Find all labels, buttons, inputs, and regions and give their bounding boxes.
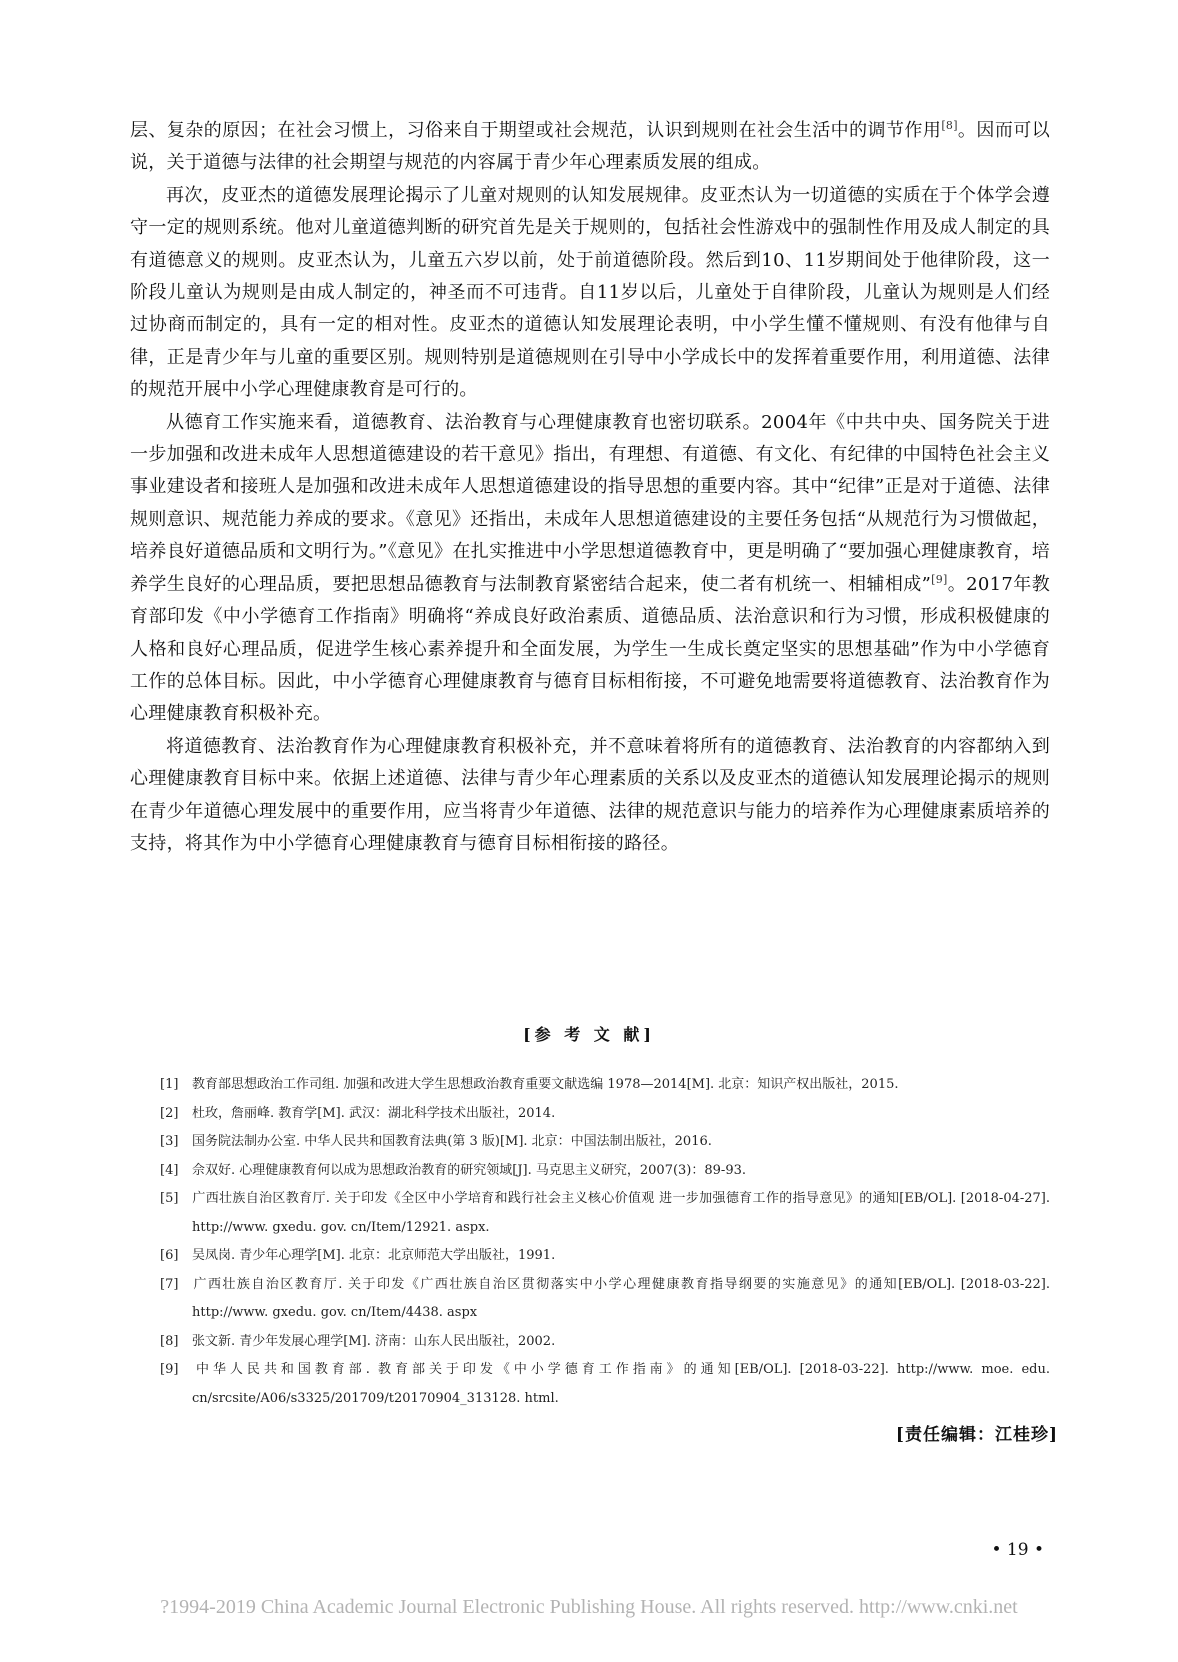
reference-item: [9] 中华人民共和国教育部. 教育部关于印发《中小学德育工作指南》的通知[EB/OL]. [2018-03-22]. http://www. moe. edu. cn/srcsite/A06/s3325/201709/t20170904_313128. html. (160, 1362, 1050, 1406)
reference-item: [4] 佘双好. 心理健康教育何以成为思想政治教育的研究领域[J]. 马克思主义研究，2007(3)：89-93. (160, 1162, 746, 1178)
reference-item: [8] 张文新. 青少年发展心理学[M]. 济南：山东人民出版社，2002. (160, 1333, 556, 1349)
paragraph-2: 再次，皮亚杰的道德发展理论揭示了儿童对规则的认知发展规律。皮亚杰认为一切道德的实质在于个体学会遵守一定的规则系统。他对儿童道德判断的研究首先是关于规则的，包括社会性游戏中的强制性作用及成人制定的具有道德意义的规则。皮亚杰认为，儿童五六岁以前，处于前道德阶段。然后到10、11岁期间处于他律阶段，这一阶段儿童认为规则是由成人制定的，神圣而不可违背。自11岁以后，儿童处于自律阶段，儿童认为规则是人们经过协商而制定的，具有一定的相对性。皮亚杰的道德认知发展理论表明，中小学生懂不懂规则、有没有他律与自律，正是青少年与儿童的重要区别。规则特别是道德规则在引导中小学成长中的发挥着重要作用，利用道德、法律的规范开展中小学心理健康教育是可行的。 (130, 184, 1050, 401)
paragraph-1: 层、复杂的原因；在社会习惯上，习俗来自于期望或社会规范，认识到规则在社会生活中的调节作用[8]。因而可以说，关于道德与法律的社会期望与规范的内容属于青少年心理素质发展的组成。 (130, 119, 1050, 174)
reference-item: [7] 广西壮族自治区教育厅. 关于印发《广西壮族自治区贯彻落实中小学心理健康教育指导纲要的实施意见》的通知[EB/OL]. [2018-03-22]. http://www. gxedu. gov. cn/Item/4438. aspx (160, 1276, 1050, 1320)
reference-item: [6] 吴凤岗. 青少年心理学[M]. 北京：北京师范大学出版社，1991. (160, 1248, 556, 1263)
reference-item: [3] 国务院法制办公室. 中华人民共和国教育法典(第 3 版)[M]. 北京：中国法制出版社，2016. (160, 1134, 712, 1149)
reference-item: [1] 教育部思想政治工作司组. 加强和改进大学生思想政治教育重要文献选编 1978—2014[M]. 北京：知识产权出版社，2015. (160, 1077, 899, 1092)
responsible-editor: [责任编辑：江桂珍] (895, 1425, 1058, 1445)
article-body (130, 115, 1050, 860)
paragraph-4: 将道德教育、法治教育作为心理健康教育积极补充，并不意味着将所有的道德教育、法治教育的内容都纳入到心理健康教育目标中来。依据上述道德、法律与青少年心理素质的关系以及皮亚杰的道德认知发展理论揭示的规则在青少年道德心理发展中的重要作用，应当将青少年道德、法律的规范意识与能力的培养作为心理健康素质培养的支持，将其作为中小学德育心理健康教育与德育目标相衔接的路径。 (130, 735, 1050, 854)
copyright-footer: ?1994-2019 China Academic Journal Electronic Publishing House. All rights reserved. http://www.cnki.net (160, 1596, 1018, 1618)
paragraph-3: 从德育工作实施来看，道德教育、法治教育与心理健康教育也密切联系。2004年《中共中央、国务院关于进一步加强和改进未成年人思想道德建设的若干意见》指出，有理想、有道德、有文化、有纪律的中国特色社会主义事业建设者和接班人是加强和改进未成年人思想道德建设的指导思想的重要内容。其中“纪律”正是对于道德、法律规则意识、规范能力养成的要求。《意见》还指出，未成年人思想道德建设的主要任务包括“从规范行为习惯做起，培养良好道德品质和文明行为。”《意见》在扎实推进中小学思想道德教育中，更是明确了“要加强心理健康教育，培养学生良好的心理品质，要把思想品德教育与法制教育紧密结合起来，使二者有机统一、相辅相成”[9]。2017年教育部印发《中小学德育工作指南》明确将“养成良好政治素质、道德品质、法治意识和行为习惯，形成积极健康的人格和良好心理品质，促进学生核心素养提升和全面发展，为学生一生成长奠定坚实的思想基础”作为中小学德育工作的总体目标。因此，中小学德育心理健康教育与德育目标相衔接，不可避免地需要将道德教育、法治教育作为心理健康教育积极补充。 (130, 411, 1050, 725)
reference-item: [2] 杜玫，詹丽峰. 教育学[M]. 武汉：湖北科学技术出版社，2014. (160, 1105, 556, 1121)
reference-list (160, 1071, 1050, 1413)
citation-9: [9] (931, 572, 948, 586)
citation-8: [8] (941, 119, 958, 132)
page-number: • 19 • (991, 1540, 1044, 1560)
reference-item: [5] 广西壮族自治区教育厅. 关于印发《全区中小学培育和践行社会主义核心价值观 进一步加强德育工作的指导意见》的通知[EB/OL]. [2018-04-27]. http://www. gxedu. gov. cn/Item/12921. aspx. (160, 1191, 1050, 1235)
references-heading: [参 考 文 献] (523, 1025, 655, 1044)
